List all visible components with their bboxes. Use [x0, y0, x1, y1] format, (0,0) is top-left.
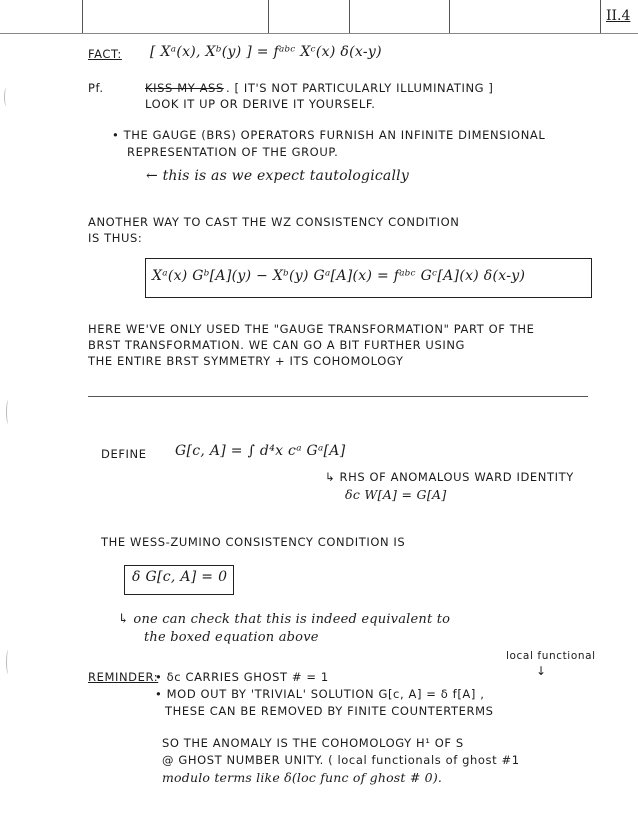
pf-line1: . [ IT'S NOT PARTICULARLY ILLUMINATING ] [226, 81, 494, 95]
define-label: DEFINE [101, 447, 147, 461]
another-way-line1: ANOTHER WAY TO CAST THE WZ CONSISTENCY CONDITION [88, 215, 460, 229]
pf-struck-text: KISS MY ASS [145, 81, 224, 95]
conclusion-line2: @ GHOST NUMBER UNITY. ( local functionals of ghost #1 [162, 753, 520, 767]
wz-line: THE WESS-ZUMINO CONSISTENCY CONDITION IS [101, 535, 406, 549]
reminder-item1: • δc CARRIES GHOST # = 1 [155, 670, 329, 684]
pf-label: Pf. [88, 81, 104, 95]
section-divider [88, 396, 588, 397]
pf-line2: LOOK IT UP OR DERIVE IT YOURSELF. [145, 97, 376, 111]
header-divider [268, 0, 269, 33]
local-functional-arrow: ↓ [536, 664, 547, 678]
conclusion-line1: SO THE ANOMALY IS THE COHOMOLOGY H¹ OF S [162, 736, 464, 750]
here-line2: BRST TRANSFORMATION. WE CAN GO A BIT FURTHER USING [88, 338, 466, 352]
margin-mark [4, 88, 9, 106]
header-divider [349, 0, 350, 33]
check-line2: the boxed equation above [144, 630, 319, 645]
boxed-equation: Xᵃ(x) Gᵇ[A](y) − Xᵇ(y) Gᵃ[A](x) = fᵃᵇᶜ Gᶜ[A](x) δ(x-y) [152, 268, 526, 284]
here-line1: HERE WE'VE ONLY USED THE "GAUGE TRANSFORMATION" PART OF THE [88, 322, 535, 336]
wz-boxed-equation: δ G[c, A] = 0 [132, 569, 228, 585]
fact-label: FACT: [88, 47, 122, 61]
header-divider [449, 0, 450, 33]
fact-equation: [ Xᵃ(x), Xᵇ(y) ] = fᵃᵇᶜ Xᶜ(x) δ(x-y) [150, 44, 382, 60]
define-note-ward: δc W[A] = G[A] [345, 487, 447, 502]
check-line1: ↳ one can check that this is indeed equivalent to [118, 612, 451, 627]
tautology-note: ← this is as we expect tautologically [146, 168, 409, 184]
another-way-line2: IS THUS: [88, 231, 143, 245]
page-number: II.4 [606, 8, 631, 24]
reminder-item2a: • MOD OUT BY 'TRIVIAL' SOLUTION G[c, A] = δ f[A] , [155, 687, 485, 701]
header-divider [82, 0, 83, 33]
margin-mark [6, 400, 11, 424]
gauge-bullet-line2: REPRESENTATION OF THE GROUP. [127, 145, 339, 159]
header-divider [600, 0, 601, 33]
header-rule [0, 33, 638, 34]
reminder-item2b: THESE CAN BE REMOVED BY FINITE COUNTERTERMS [165, 704, 494, 718]
local-functional-label: local functional [506, 650, 596, 662]
gauge-bullet-line1: • THE GAUGE (BRS) OPERATORS FURNISH AN INFINITE DIMENSIONAL [112, 128, 546, 142]
conclusion-line3: modulo terms like δ(loc func of ghost # 0). [162, 770, 443, 785]
define-equation: G[c, A] = ∫ d⁴x cᵃ Gᵃ[A] [175, 443, 346, 459]
margin-mark [6, 650, 11, 674]
reminder-label: REMINDER: [88, 670, 159, 684]
define-note-rhs: ↳ RHS OF ANOMALOUS WARD IDENTITY [325, 470, 574, 484]
here-line3: THE ENTIRE BRST SYMMETRY + ITS COHOMOLOGY [88, 354, 404, 368]
